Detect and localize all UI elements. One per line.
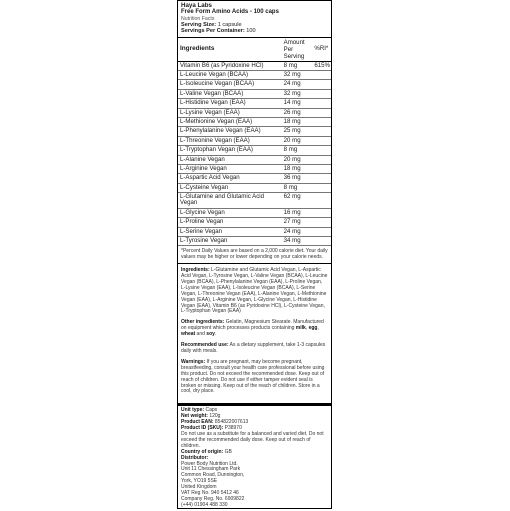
distributor-label: Distributor:: [181, 454, 209, 461]
table-row: [178, 236, 331, 245]
table-row: [178, 174, 331, 183]
table-row: [178, 183, 331, 192]
ingredient-ri: [312, 71, 331, 80]
ingredient-amount: 8 mg: [282, 146, 313, 155]
table-row: [178, 218, 331, 227]
table-row: [178, 89, 331, 98]
table-row: [178, 208, 331, 217]
ingredient-name: L-Phenylalanine Vegan (EAA): [178, 127, 282, 136]
distributor-line: VAT Reg No. 940 5412 46: [181, 490, 239, 497]
ingredient-name: L-Methionine Vegan (EAA): [178, 118, 282, 127]
ingredient-amount: 26 mg: [282, 108, 313, 117]
ingredient-ri: [312, 183, 331, 192]
supplement-facts-panel: [177, 0, 332, 509]
ingredient-name: L-Arginine Vegan: [178, 165, 282, 174]
table-row: [178, 136, 331, 145]
ingredient-ri: [312, 236, 331, 245]
ingredient-amount: 25 mg: [282, 127, 313, 136]
ingredient-ri: [312, 89, 331, 98]
ingredient-name: L-Alanine Vegan: [178, 155, 282, 164]
ingredient-name: L-Proline Vegan: [178, 218, 282, 227]
net-weight: Net weight: 120g: [181, 413, 221, 420]
panel-header: [178, 1, 331, 38]
ingredient-name: L-Isoleucine Vegan (BCAA): [178, 80, 282, 89]
ingredient-amount: 32 mg: [282, 71, 313, 80]
table-row: [178, 61, 331, 70]
ingredient-name: L-Serine Vegan: [178, 227, 282, 236]
ingredient-name: L-Cysteine Vegan: [178, 183, 282, 192]
table-row: [178, 165, 331, 174]
ingredient-ri: [312, 136, 331, 145]
recommended-use-paragraph: Recommended use: As a dietary supplement, take 1-3 capsules daily with meals.: [181, 342, 326, 354]
product-details: [178, 406, 331, 510]
distributor-line: York, YO19 5SE: [181, 478, 218, 485]
ingredient-amount: 8 mg: [282, 183, 313, 192]
table-row: [178, 80, 331, 89]
ingredient-amount: 18 mg: [282, 165, 313, 174]
ingredient-amount: 14 mg: [282, 99, 313, 108]
ingredient-ri: [312, 80, 331, 89]
ingredient-ri: [312, 99, 331, 108]
ingredient-amount: 18 mg: [282, 118, 313, 127]
table-row: [178, 108, 331, 117]
ingredient-amount: 62 mg: [282, 193, 313, 208]
table-header-row: [178, 38, 331, 62]
ingredient-ri: [312, 127, 331, 136]
ingredient-name: Vitamin B6 (as Pyridoxine HCl): [178, 61, 282, 70]
table-row: [178, 193, 331, 208]
column-header-ri: %RI*: [312, 38, 331, 62]
ingredient-name: L-Valine Vegan (BCAA): [178, 89, 282, 98]
ingredient-name: L-Tryptophan Vegan (EAA): [178, 146, 282, 155]
nutrition-table: [178, 38, 331, 247]
ingredient-amount: 32 mg: [282, 89, 313, 98]
other-ingredients-paragraph: Other ingredients: Gelatin, Magnesium Stearate. Manufactured on equipment which processes products containing milk, egg, wheat and soy.: [181, 319, 324, 338]
ingredient-amount: 34 mg: [282, 236, 313, 245]
table-row: [178, 227, 331, 236]
ingredient-amount: 27 mg: [282, 218, 313, 227]
distributor-line: United Kingdom: [181, 484, 217, 491]
distributor-line: (+44) 01904 488 330: [181, 501, 228, 508]
ingredient-amount: 24 mg: [282, 80, 313, 89]
ingredient-ri: [312, 218, 331, 227]
ingredient-name: L-Aspartic Acid Vegan: [178, 174, 282, 183]
ingredient-ri: [312, 227, 331, 236]
daily-value-footnote: *Percent Daily Values are based on a 2,000 calorie diet. Your daily values may be higher or lower depending on your calorie needs.: [181, 248, 328, 261]
distributor-line: Common Road, Dunnington,: [181, 472, 245, 479]
ingredients-paragraph: Ingredients: L-Glutamine and Glutamic Acid Vegan, L-Aspartic Acid Vegan, L-Tyrosine Vegan, L-Valine Vegan (BCAA), L-Leucine Vegan (BCAA), L-Phenylalanine Vegan (EAA), L-Proline Vegan, L-Lysine Vegan (EAA), L-Isoleucine Vegan (BCAA), L-Serine Vegan, L-Threonine Vegan (EAA), L-Alanine Vegan, L-Methionine Vegan (EAA), L-Arginine Vegan, L-Glycine Vegan, L-Histidine Vegan (EAA), Vitamin B6 (as Pyridoxine HCl), L-Cysteine Vegan, L-Tryptophan Vegan (EAA): [181, 267, 328, 315]
table-row: [178, 118, 331, 127]
ingredient-ri: [312, 193, 331, 208]
label-text-block: [178, 264, 331, 403]
ingredient-amount: 8 mg: [282, 61, 313, 70]
ingredient-ri: [312, 174, 331, 183]
distributor-line: Unit 11 Chessingham Park: [181, 466, 241, 473]
table-row: [178, 99, 331, 108]
disclaimer: Do not use as a substitute for a balanced and varied diet. Do not exceed the recommended daily dose. Keep out of reach of children.: [181, 430, 324, 449]
unit-type: Unit type: Caps: [181, 407, 218, 414]
distributor-line: Power Body Nutrition Ltd.: [181, 460, 238, 467]
servings-per-container: Servings Per Container: 100: [181, 28, 256, 35]
distributor-line: Company Reg. No. 6909822: [181, 495, 245, 502]
ingredient-name: L-Glutamine and Glutamic Acid Vegan: [178, 193, 282, 208]
ingredient-name: L-Threonine Vegan (EAA): [178, 136, 282, 145]
product-name: Free Form Amino Acids - 100 caps: [181, 9, 279, 15]
table-row: [178, 155, 331, 164]
distributor-address: [181, 462, 328, 509]
column-header-amount: Amount Per Serving: [282, 38, 313, 62]
ingredient-amount: 20 mg: [282, 155, 313, 164]
ingredient-ri: [312, 118, 331, 127]
ingredient-name: L-Tyrosine Vegan: [178, 236, 282, 245]
table-row: [178, 146, 331, 155]
ingredient-name: L-Lysine Vegan (EAA): [178, 108, 282, 117]
brand-name: Haya Labs: [181, 2, 212, 9]
product-ean: Product EAN: 854822007613: [181, 419, 249, 426]
ingredient-amount: 24 mg: [282, 227, 313, 236]
warnings-paragraph: Warnings: If you are pregnant, may become pregnant, breastfeeding, consult your health care professional before using this product. Do not exceed the recommended dose. Keep out of reach of children. Do not use if either tamper evident seal is broken or missing. Keep out of the reach of children. Store in a cool, dry place.: [181, 358, 325, 395]
ingredient-amount: 36 mg: [282, 174, 313, 183]
ingredient-ri: [312, 208, 331, 217]
column-header-ingredients: Ingredients: [178, 38, 282, 62]
product-sku: Product ID (SKU): P38970: [181, 425, 242, 432]
table-row: [178, 71, 331, 80]
serving-size: Serving Size: 1 capsule: [181, 22, 242, 28]
ingredient-ri: [312, 165, 331, 174]
table-row: [178, 127, 331, 136]
ingredient-name: L-Glycine Vegan: [178, 208, 282, 217]
ingredient-ri: 615%: [314, 61, 330, 69]
ingredient-ri: [312, 108, 331, 117]
ingredient-amount: 20 mg: [282, 136, 313, 145]
ingredient-ri: [312, 146, 331, 155]
ingredient-ri: [312, 155, 331, 164]
ingredient-amount: 16 mg: [282, 208, 313, 217]
country-of-origin: Country of origin: GB: [181, 448, 232, 455]
ingredient-name: L-Leucine Vegan (BCAA): [178, 71, 282, 80]
ingredient-name: L-Histidine Vegan (EAA): [178, 99, 282, 108]
facts-title: Nutrition Facts: [181, 16, 215, 22]
